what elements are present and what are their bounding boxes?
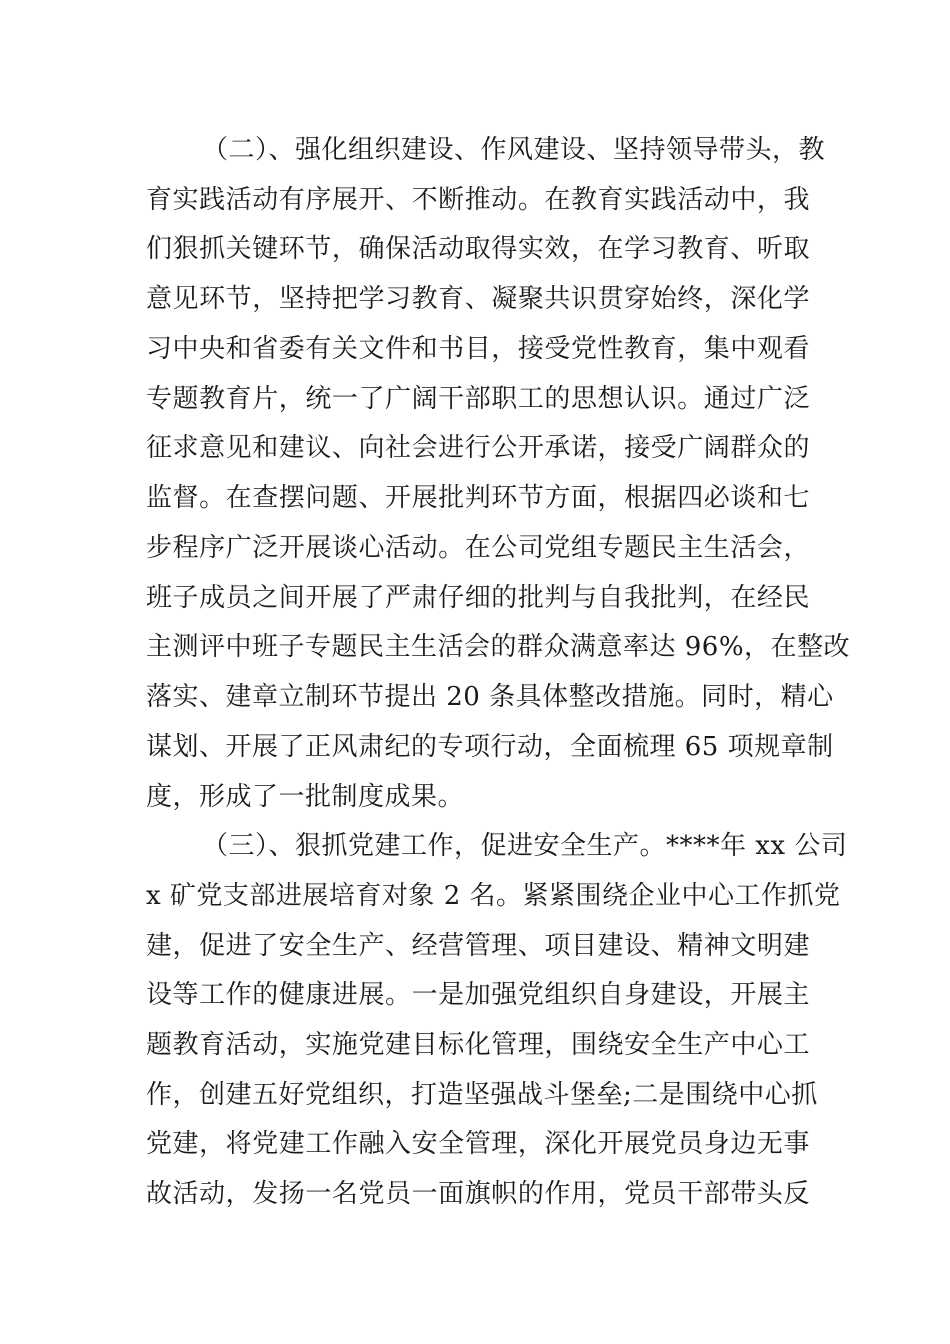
paragraph-1-line-2: 育实践活动有序展开、不断推动。在教育实践活动中，我: [146, 185, 810, 215]
paragraph-2-line-8: 故活动，发扬一名党员一面旗帜的作用，党员干部带头反: [146, 1179, 810, 1209]
paragraph-1-line-4: 意见环节，坚持把学习教育、凝聚共识贯穿始终，深化学: [146, 284, 810, 314]
paragraph-1-line-11: 主测评中班子专题民主生活会的群众满意率达 96%，在整改: [146, 632, 851, 662]
paragraph-2-line-4: 设等工作的健康进展。一是加强党组织自身建设，开展主: [146, 980, 810, 1010]
paragraph-1-line-1: （二）、强化组织建设、作风建设、坚持领导带头，教: [202, 135, 826, 165]
paragraph-1-line-9: 步程序广泛开展谈心活动。在公司党组专题民主生活会，: [146, 533, 810, 563]
paragraph-2-line-5: 题教育活动，实施党建目标化管理，围绕安全生产中心工: [146, 1030, 810, 1060]
paragraph-1-line-5: 习中央和省委有关文件和书目，接受党性教育，集中观看: [146, 334, 810, 364]
paragraph-1-line-13: 谋划、开展了正风肃纪的专项行动，全面梳理 65 项规章制: [146, 732, 834, 762]
paragraph-1-line-7: 征求意见和建议、向社会进行公开承诺，接受广阔群众的: [146, 433, 810, 463]
paragraph-2-line-6: 作，创建五好党组织，打造坚强战斗堡垒;二是围绕中心抓: [146, 1080, 818, 1110]
paragraph-1-line-14: 度，形成了一批制度成果。: [146, 782, 465, 812]
paragraph-2-line-1: （三）、狠抓党建工作，促进安全生产。****年 xx 公司: [202, 831, 848, 861]
paragraph-1-line-10: 班子成员之间开展了严肃仔细的批判与自我批判，在经民: [146, 583, 810, 613]
paragraph-2-line-3: 建，促进了安全生产、经营管理、项目建设、精神文明建: [146, 931, 810, 961]
paragraph-2-line-7: 党建，将党建工作融入安全管理，深化开展党员身边无事: [146, 1129, 810, 1159]
paragraph-1-line-3: 们狠抓关键环节，确保活动取得实效，在学习教育、听取: [146, 234, 810, 264]
paragraph-1-line-12: 落实、建章立制环节提出 20 条具体整改措施。同时，精心: [146, 682, 834, 712]
paragraph-2-line-2: x 矿党支部进展培育对象 2 名。紧紧围绕企业中心工作抓党: [146, 881, 841, 911]
paragraph-1-line-8: 监督。在查摆问题、开展批判环节方面，根据四必谈和七: [146, 483, 810, 513]
paragraph-1-line-6: 专题教育片，统一了广阔干部职工的思想认识。通过广泛: [146, 384, 810, 414]
